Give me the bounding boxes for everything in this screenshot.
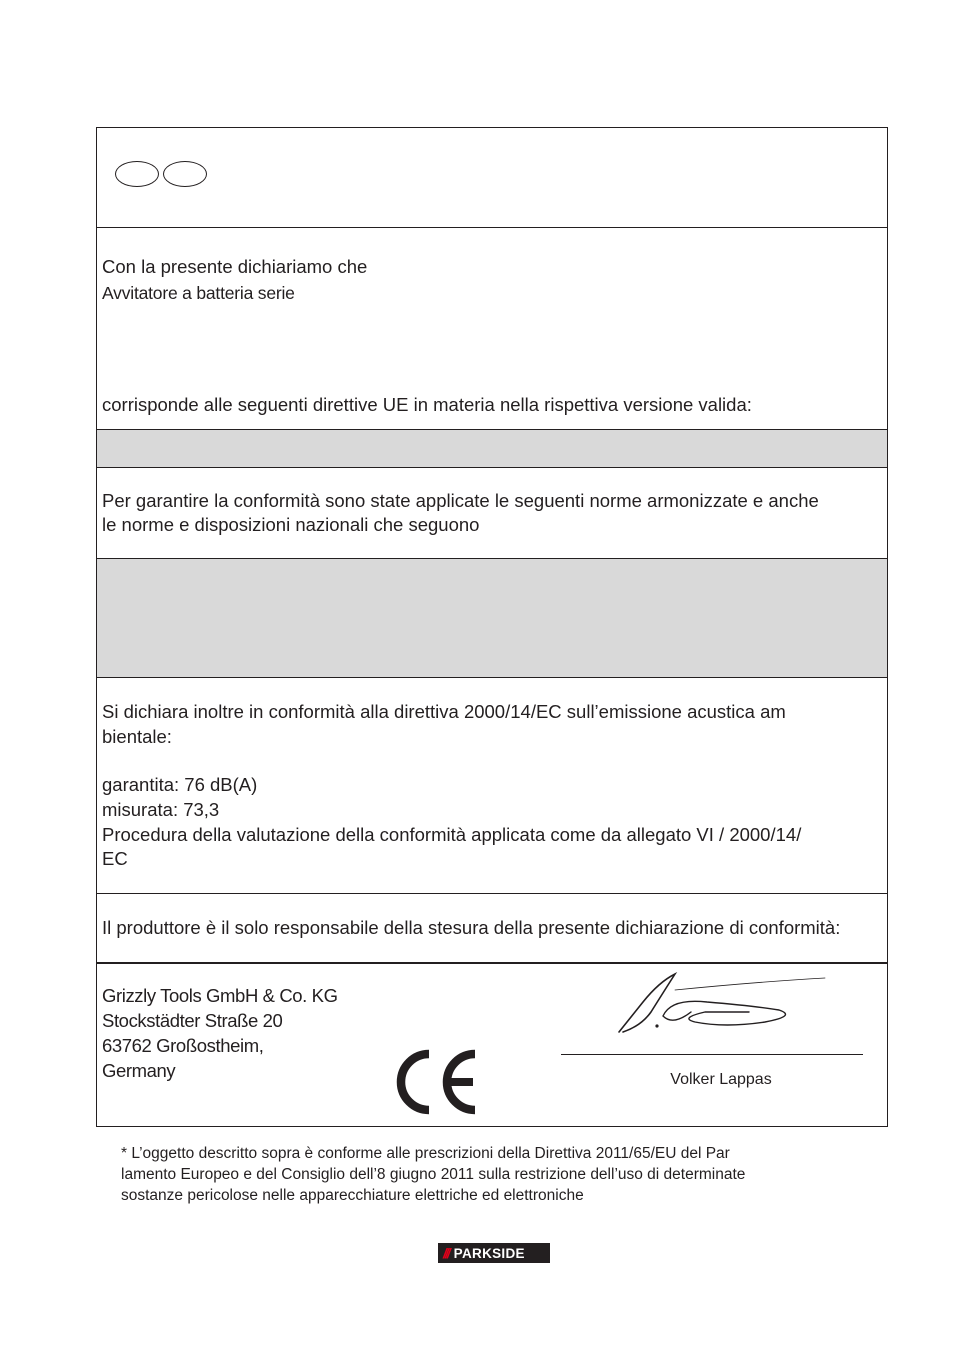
directives-band	[97, 429, 887, 467]
footnote-line-2: lamento Europeo e del Consiglio dell’8 giugno 2011 sulla restrizione dell’uso di determinate	[121, 1166, 746, 1183]
language-oval-left	[115, 161, 159, 187]
manufacturer-country: Germany	[102, 1060, 176, 1081]
header-section	[97, 128, 887, 227]
manufacturer-street: Stockstädter Straße 20	[102, 1010, 283, 1031]
intro-directives-line: corrisponde alle seguenti direttive UE in materia nella rispettiva versione valida:	[102, 394, 752, 415]
brand-stripes: ///	[443, 1245, 449, 1261]
language-code-ovals	[115, 161, 211, 187]
product-name: Avvitatore a batteria serie	[102, 283, 295, 303]
footnote-line-1: * L’oggetto descritto sopra è conforme alle prescrizioni della Direttiva 2011/65/EU del Par	[121, 1145, 730, 1162]
language-oval-right	[163, 161, 207, 187]
responsibility-section	[97, 893, 887, 962]
noise-procedure-line-2: EC	[102, 848, 128, 869]
intro-section	[97, 227, 887, 429]
manufacturer-city: 63762 Großostheim,	[102, 1035, 264, 1056]
intro-line-1: Con la presente dichiariamo che	[102, 256, 368, 277]
rohs-footnote	[121, 1143, 881, 1206]
brand-name: PARKSIDE	[453, 1245, 525, 1261]
noise-section	[97, 677, 887, 893]
noise-guaranteed: garantita: 76 dB(A)	[102, 774, 258, 795]
manufacturer-section	[97, 962, 887, 1128]
norms-line-1: Per garantire la conformità sono state applicate le seguenti norme armonizzate e anche	[102, 490, 819, 511]
noise-measured: misurata: 73,3	[102, 799, 220, 820]
signature-line	[561, 1054, 863, 1055]
noise-line-2: bientale:	[102, 726, 172, 747]
norms-line-2: le norme e disposizioni nazionali che seguono	[102, 514, 480, 535]
norms-band	[97, 558, 887, 677]
parkside-logo	[438, 1243, 550, 1263]
signature-icon	[615, 972, 831, 1036]
footnote-line-3: sostanze pericolose nelle apparecchiature elettriche ed elettroniche	[121, 1187, 584, 1204]
noise-procedure-line-1: Procedura della valutazione della conformità applicata come da allegato VI / 2000/14/	[102, 824, 802, 845]
noise-line-1: Si dichiara inoltre in conformità alla direttiva 2000/14/EC sull’emissione acustica am	[102, 701, 786, 722]
responsibility-text: Il produttore è il solo responsabile della stesura della presente dichiarazione di conformità:	[102, 917, 841, 938]
ce-mark-icon	[393, 1048, 483, 1116]
norms-section	[97, 467, 887, 558]
manufacturer-address	[102, 983, 338, 1083]
manufacturer-name: Grizzly Tools GmbH & Co. KG	[102, 985, 338, 1006]
signatory-name: Volker Lappas	[670, 1071, 772, 1088]
declaration-frame	[96, 127, 888, 1127]
